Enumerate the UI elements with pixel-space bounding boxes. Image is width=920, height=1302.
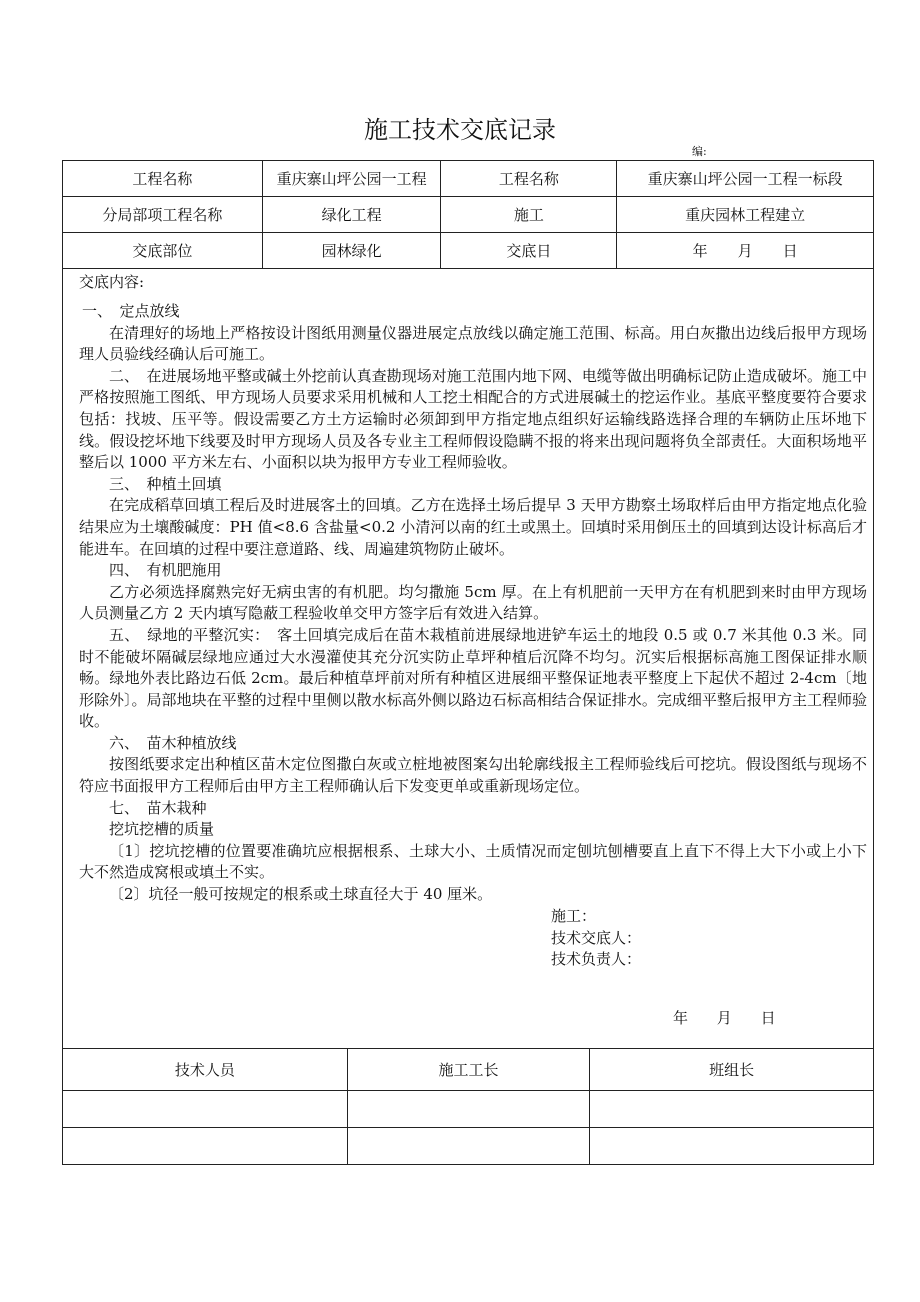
signoff-cell[interactable]: [347, 1128, 590, 1165]
signature-briefer: 技术交底人：: [551, 928, 642, 947]
signoff-cell[interactable]: [347, 1091, 590, 1128]
field-value: 重庆园林工程建立: [617, 197, 874, 233]
paragraph: 四、 有机肥施用: [109, 561, 222, 580]
field-label: 工程名称: [441, 161, 617, 197]
sign-date: [673, 1008, 800, 1030]
table-row: [63, 161, 874, 197]
table-row: [63, 1049, 874, 1091]
paragraph: 在清理好的场地上严格按设计图纸用测量仪器进展定点放线以确定施工范围、标高。用白灰撒出边线后报甲方现场理人员验线经确认后可施工。: [79, 323, 867, 364]
field-label: 工程名称: [63, 161, 263, 197]
paragraph: 五、 绿地的平整沉实： 客土回填完成后在苗木栽植前进展绿地进铲车运土的地段 0.5 或 0.7 米其他 0.3 米。同时不能破坏隔碱层绿地应通过大水漫灌使其充分沉实防止草坪种植后沉降不均匀。沉实后根据标高施工图保证排水顺畅。绿地外表比路边石低 2cm。最后种植草坪前对所有种植区进展细平整保证地表平整度上下起伏不超过 2-4cm〔地形除外〕。局部地块在平整的过程中里侧以散水标高外侧以路边石标高相结合保证排水。完成细平整后报甲方主工程师验收。: [79, 625, 867, 731]
field-label: 施工: [441, 197, 617, 233]
field-value: 绿化工程: [262, 197, 441, 233]
column-header: 班组长: [590, 1049, 874, 1091]
editor-label: 编:: [692, 145, 707, 158]
paragraph: 三、 种植土回填: [109, 474, 222, 493]
paragraph: 挖坑挖槽的质量: [109, 820, 215, 839]
paragraph: 〔1〕挖坑挖槽的位置要准确坑应根据根系、土球大小、土质情况而定刨坑刨槽要直上直下不得上大下小或上小下大不然造成窝根或填土不实。: [79, 841, 867, 882]
date-day: 日: [760, 1009, 776, 1027]
table-row: [63, 233, 874, 269]
signoff-cell[interactable]: [63, 1128, 348, 1165]
column-header: 技术人员: [63, 1049, 348, 1091]
table-row: [63, 197, 874, 233]
document-title: 施工技术交底记录: [364, 116, 556, 144]
field-label: 交底日: [441, 233, 617, 269]
field-value: 年 月 日: [617, 233, 874, 269]
briefing-content: [62, 268, 874, 1048]
field-value: 重庆寨山坪公园一工程: [262, 161, 441, 197]
table-row: [63, 1091, 874, 1128]
signature-construction: 施工：: [551, 907, 597, 925]
signature-block: [551, 906, 641, 971]
field-label: 分局部项工程名称: [63, 197, 263, 233]
signoff-cell[interactable]: [590, 1128, 874, 1165]
project-info-table: [62, 160, 874, 269]
date-year: 年: [673, 1009, 689, 1027]
paragraph: 乙方必须选择腐熟完好无病虫害的有机肥。均匀撒施 5cm 厚。在上有机肥前一天甲方在有机肥到来时由甲方现场人员测量乙方 2 天内填写隐蔽工程验收单交甲方签字后有效进入结算。: [79, 582, 867, 623]
date-month: 月: [716, 1009, 732, 1027]
content-body: [79, 301, 867, 906]
paragraph: 六、 苗木种植放线: [109, 733, 237, 752]
signoff-cell[interactable]: [590, 1091, 874, 1128]
paragraph: 〔2〕坑径一般可按规定的根系或土球直径大于 40 厘米。: [109, 885, 493, 904]
paragraph: 在完成稻草回填工程后及时进展客土的回填。乙方在选择土场后提早 3 天甲方勘察土场取样后由甲方指定地点化验结果应为土壤酸碱度：PH 值<8.6 含盐量<0.2 小清河以南的红土或黑土。回填时采用倒压土的回填到达设计标高后才能进车。在回填的过程中要注意道路、线、周遍建筑物防止破坏。: [79, 496, 867, 558]
signature-tech-lead: 技术负责人：: [551, 950, 642, 969]
section-heading: 一、 定点放线: [82, 302, 180, 320]
signoff-table: [62, 1048, 874, 1165]
paragraph: 二、 在进展场地平整或碱土外挖前认真查勘现场对施工范围内地下网、电缆等做出明确标记防止造成破坏。施工中严格按照施工图纸、甲方现场人员要求采用机械和人工挖土相配合的方式进展碱土的挖运作业。基底平整度要符合要求包括：找坡、压平等。假设需要乙方土方运输时必须卸到甲方指定地点组织好运输线路选择合理的车辆防止压坏地下线。假设挖坏地下线要及时甲方现场人员及各专业主工程师假设隐瞒不报的将来出现问题将负全部责任。大面积场地平整后以 1000 平方米左右、小面积以块为报甲方专业工程师验收。: [79, 366, 867, 472]
paragraph: 七、 苗木栽种: [109, 798, 207, 817]
table-row: [63, 1128, 874, 1165]
field-value: 园林绿化: [262, 233, 441, 269]
paragraph: 按图纸要求定出种植区苗木定位图撒白灰或立桩地被图案勾出轮廓线报主工程师验线后可挖坑。假设图纸与现场不符应书面报甲方工程师后由甲方主工程师确认后下发变更单或重新现场定位。: [79, 755, 867, 796]
field-label: 交底部位: [63, 233, 263, 269]
signoff-cell[interactable]: [63, 1091, 348, 1128]
column-header: 施工工长: [347, 1049, 590, 1091]
content-label: 交底内容:: [79, 273, 145, 291]
field-value: 重庆寨山坪公园一工程一标段: [617, 161, 874, 197]
